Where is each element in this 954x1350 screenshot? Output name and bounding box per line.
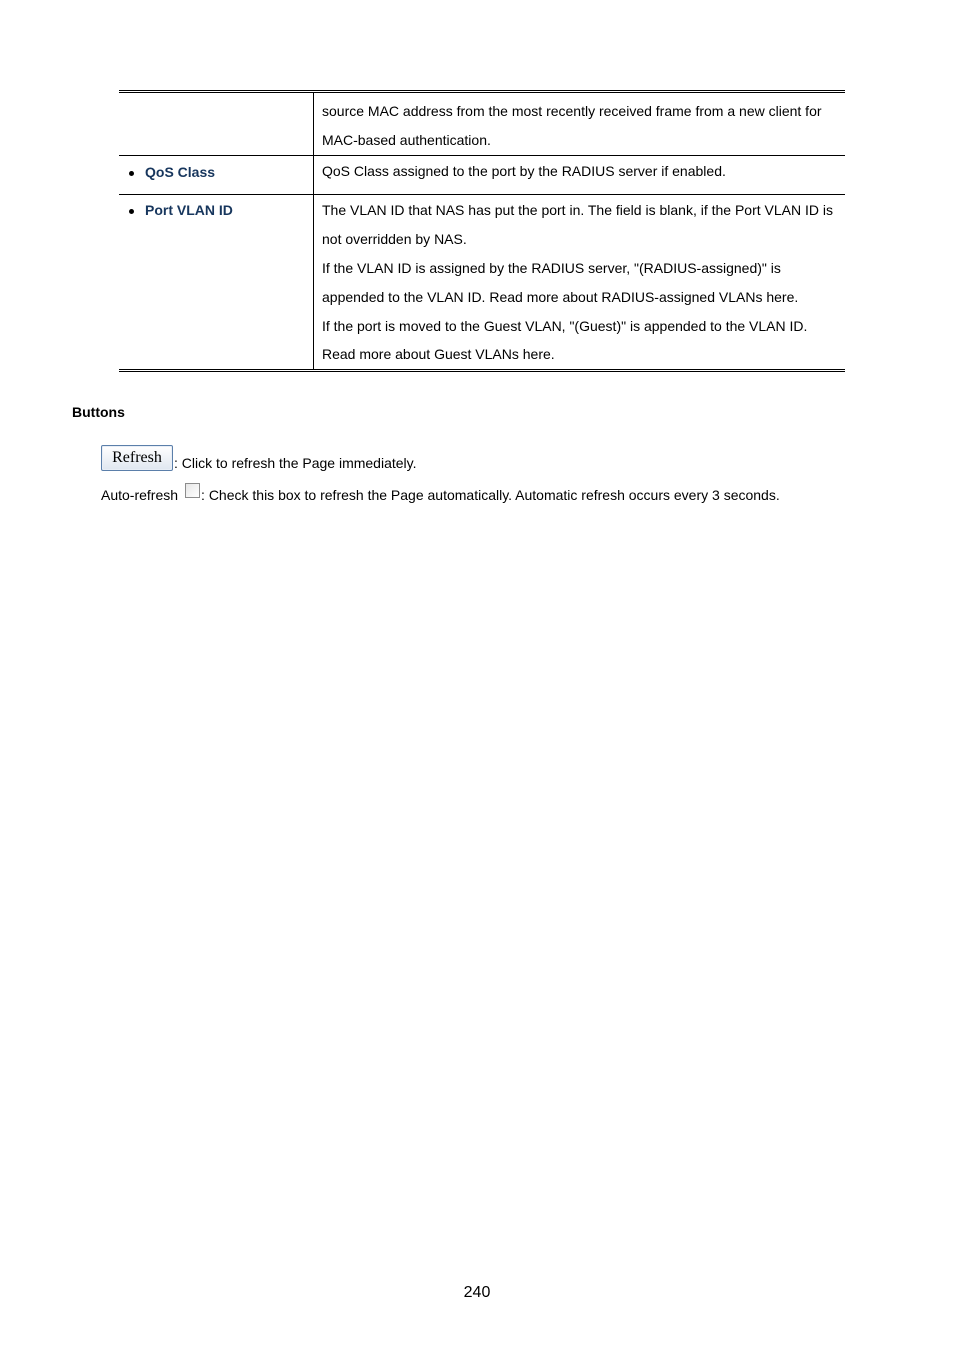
parameter-description: The VLAN ID that NAS has put the port in. The field is blank, if the Port VLAN ID is not overridden by NAS.: [322, 202, 833, 248]
refresh-description-line: [101, 445, 417, 471]
table-row: [119, 155, 845, 195]
parameter-name-cell: [119, 155, 314, 195]
parameter-description-cell: [314, 155, 846, 195]
parameter-table: [119, 90, 845, 372]
refresh-button[interactable]: Refresh: [101, 445, 173, 471]
bullet-icon: [129, 171, 134, 176]
parameter-description-cell: [314, 195, 846, 371]
section-heading: Buttons: [72, 404, 125, 420]
table-row: [119, 92, 845, 156]
parameter-description: If the VLAN ID is assigned by the RADIUS server, "(RADIUS-assigned)" is appended to the VLAN ID. Read more about RADIUS-assigned VLANs here.: [322, 259, 799, 305]
auto-refresh-label: Auto-refresh: [101, 487, 179, 503]
parameter-name-cell: [119, 92, 314, 156]
parameter-description-cell: [314, 92, 846, 156]
parameter-name: Port VLAN ID: [145, 202, 233, 219]
page-number: 240: [463, 1284, 491, 1301]
parameter-name: QoS Class: [145, 163, 216, 180]
parameter-description: source MAC address from the most recently received frame from a new client for MAC-based authentication.: [322, 103, 822, 148]
auto-refresh-description: : Check this box to refresh the Page automatically. Automatic refresh occurs every 3 seconds.: [201, 487, 780, 503]
parameter-description: If the port is moved to the Guest VLAN, "(Guest)" is appended to the VLAN ID. Read more about Guest VLANs here.: [322, 317, 808, 363]
parameter-name-cell: [119, 195, 314, 371]
auto-refresh-checkbox[interactable]: [185, 483, 200, 498]
auto-refresh-description-line: [101, 483, 780, 503]
refresh-description: : Click to refresh the Page immediately.: [174, 455, 417, 471]
bullet-icon: [129, 209, 134, 214]
parameter-description: QoS Class assigned to the port by the RADIUS server if enabled.: [322, 162, 726, 179]
table-row: [119, 195, 845, 371]
